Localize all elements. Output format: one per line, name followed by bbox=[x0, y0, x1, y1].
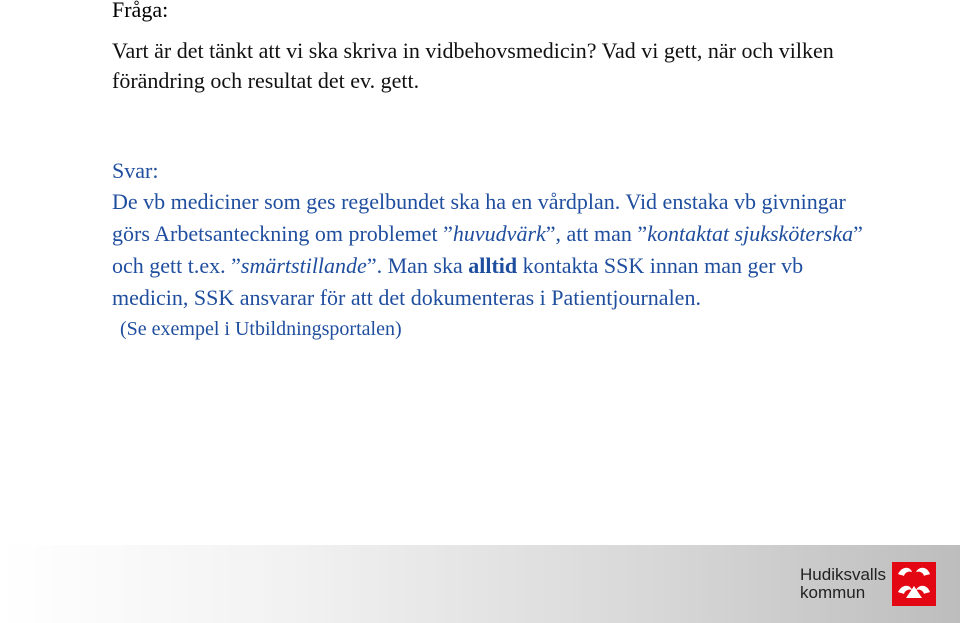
question-heading: Fråga: bbox=[112, 0, 169, 22]
answer-bold-alltid: alltid bbox=[468, 253, 518, 278]
answer-italic-kontaktat: kontaktat sjuksköterska bbox=[647, 221, 854, 246]
logo-line-1: Hudiksvalls bbox=[800, 565, 886, 584]
municipality-logo bbox=[800, 562, 936, 606]
answer-text-part: kontakta SSK innan man ger vb medicin, SSK ansvarar för att det dokumenteras i Patientjournalen. bbox=[112, 253, 804, 310]
answer-text-part: ”. Man ska bbox=[366, 253, 469, 278]
answer-italic-smartstillande: smärtstillande bbox=[240, 253, 367, 278]
slide-content bbox=[112, 0, 932, 344]
question-text: Vart är det tänkt att vi ska skriva in vidbehovsmedicin? Vad vi gett, när och vilken förändring och resultat det ev. gett. bbox=[112, 38, 834, 93]
answer-text-part: De vb mediciner som ges regelbundet ska ha en vårdplan. Vid enstaka vb givningar görs Arbetsanteckning om problemet ” bbox=[112, 189, 846, 246]
answer-text-part: ”, att man ” bbox=[545, 221, 648, 246]
logo-line-2: kommun bbox=[800, 583, 866, 602]
answer-text-part: ” och gett t.ex. ” bbox=[112, 221, 863, 278]
answer-italic-huvudvark: huvudvärk bbox=[452, 221, 546, 246]
logo-text bbox=[800, 566, 886, 602]
answer-text bbox=[112, 186, 882, 314]
example-note: (Se exempel i Utbildningsportalen) bbox=[120, 318, 402, 340]
hudiksvall-coat-of-arms-icon bbox=[892, 562, 936, 606]
answer-heading: Svar: bbox=[112, 158, 159, 183]
